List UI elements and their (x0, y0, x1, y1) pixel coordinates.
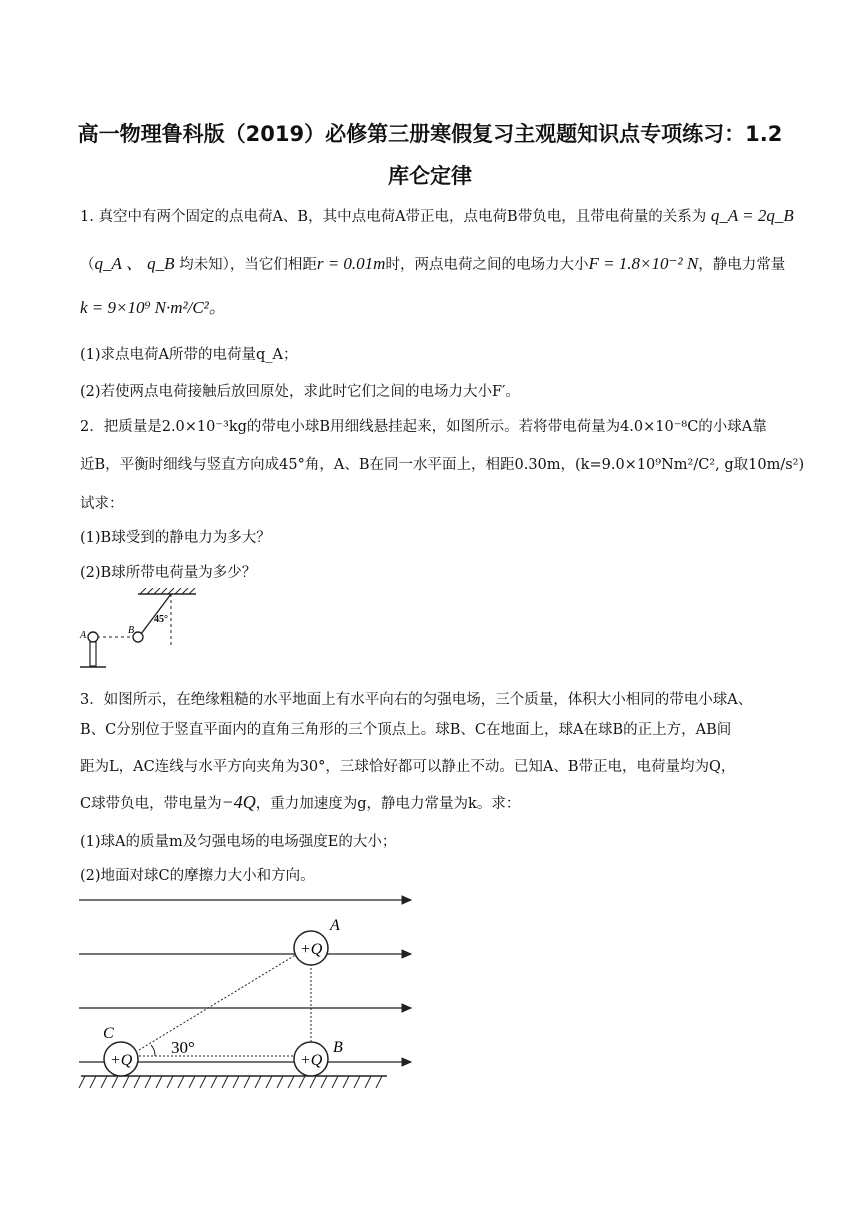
q1-sub1: (1)求点电荷A所带的电荷量q_A； (80, 347, 298, 363)
q1-text-1: 1. 真空中有两个固定的点电荷A、B，其中点电荷A带正电，点电荷B带负电，且带电荷量的关系为 (80, 209, 707, 225)
ball-c-charge: +Q (110, 1052, 133, 1069)
q1-text-2a: （ (80, 257, 95, 273)
page-title-line1: 高一物理鲁科版（2019）必修第三册寒假复习主观题知识点专项练习：1.2 (77, 122, 783, 146)
q1-stem-line2 (80, 254, 785, 275)
ac-dotted-line (139, 954, 297, 1050)
q1-constant-math: k = 9×10⁹ N·m²/C²。 (80, 298, 226, 317)
q2-stem-line3: 试求： (80, 496, 124, 512)
q2-stem-line1: 2．把质量是2.0×10⁻³kg的带电小球B用细线悬挂起来，如图所示。若将带电荷量为4.0×10⁻⁸C的小球A靠 (80, 419, 767, 435)
ground-hatch (79, 1076, 382, 1088)
q1-text-2b: 均未知），当它们相距 (174, 257, 317, 273)
angle-label: 45° (154, 614, 168, 625)
angle-arc (151, 1045, 155, 1056)
q1-text-2c: 时，两点电荷之间的电场力大小 (385, 257, 589, 273)
q3-charge-math: −4Q (221, 792, 256, 812)
q1-force-math: F = 1.8×10⁻² N (588, 254, 699, 273)
ball-a (88, 632, 98, 642)
q3-sub1: (1)球A的质量m及匀强电场的电场强度E的大小； (80, 834, 397, 850)
label-b: B (333, 1039, 343, 1056)
page-title-line2: 库仑定律 (388, 164, 472, 188)
ball-a-charge: +Q (300, 941, 323, 958)
label-c: C (103, 1025, 114, 1042)
q3-figure (75, 890, 415, 1095)
q3-stem-line3: 距为L，AC连线与水平方向夹角为30°，三球恰好都可以静止不动。已知A、B带正电，电荷量均为Q， (80, 759, 736, 775)
q3-stem-line2: B、C分别位于竖直平面内的直角三角形的三个顶点上。球B、C在地面上，球A在球B的正上方，AB间 (80, 722, 732, 738)
ball-b (133, 632, 143, 642)
label-b: B (128, 625, 135, 636)
stand-post (90, 642, 96, 666)
q3-stem-line1: 3．如图所示，在绝缘粗糙的水平地面上有水平向右的匀强电场，三个质量，体积大小相同的带电小球A、 (80, 692, 753, 708)
q2-figure (78, 588, 208, 680)
q3-text-4b: ，重力加速度为g，静电力常量为k。求： (255, 796, 521, 812)
q3-sub2: (2)地面对球C的摩擦力大小和方向。 (80, 868, 315, 884)
q1-sub2: (2)若使两点电荷接触后放回原处，求此时它们之间的电场力大小F′。 (80, 384, 520, 400)
q2-sub1: (1)B球受到的静电力为多大？ (80, 530, 271, 546)
q2-sub2: (2)B球所带电荷量为多少？ (80, 565, 257, 581)
q3-text-4a: C球带负电，带电量为 (80, 796, 222, 812)
q1-vars-math: q_A 、 q_B (94, 254, 175, 273)
label-a: A (80, 630, 87, 641)
q1-relation-math: q_A = 2q_B (710, 206, 794, 225)
q1-constant-line (80, 298, 785, 319)
ball-b-charge: +Q (300, 1052, 323, 1069)
angle-label-30: 30° (171, 1038, 195, 1057)
q2-stem-line2: 近B，平衡时细线与竖直方向成45°角，A、B在同一水平面上，相距0.30m，(k=9.0×10⁹Nm²/C², g取10m/s²) (80, 457, 805, 473)
label-a: A (330, 917, 340, 934)
q1-text-2d: ，静电力常量 (698, 257, 786, 273)
q1-stem-line1 (80, 206, 794, 227)
q1-distance-math: r = 0.01m (316, 254, 386, 273)
q3-stem-line4 (80, 792, 785, 814)
